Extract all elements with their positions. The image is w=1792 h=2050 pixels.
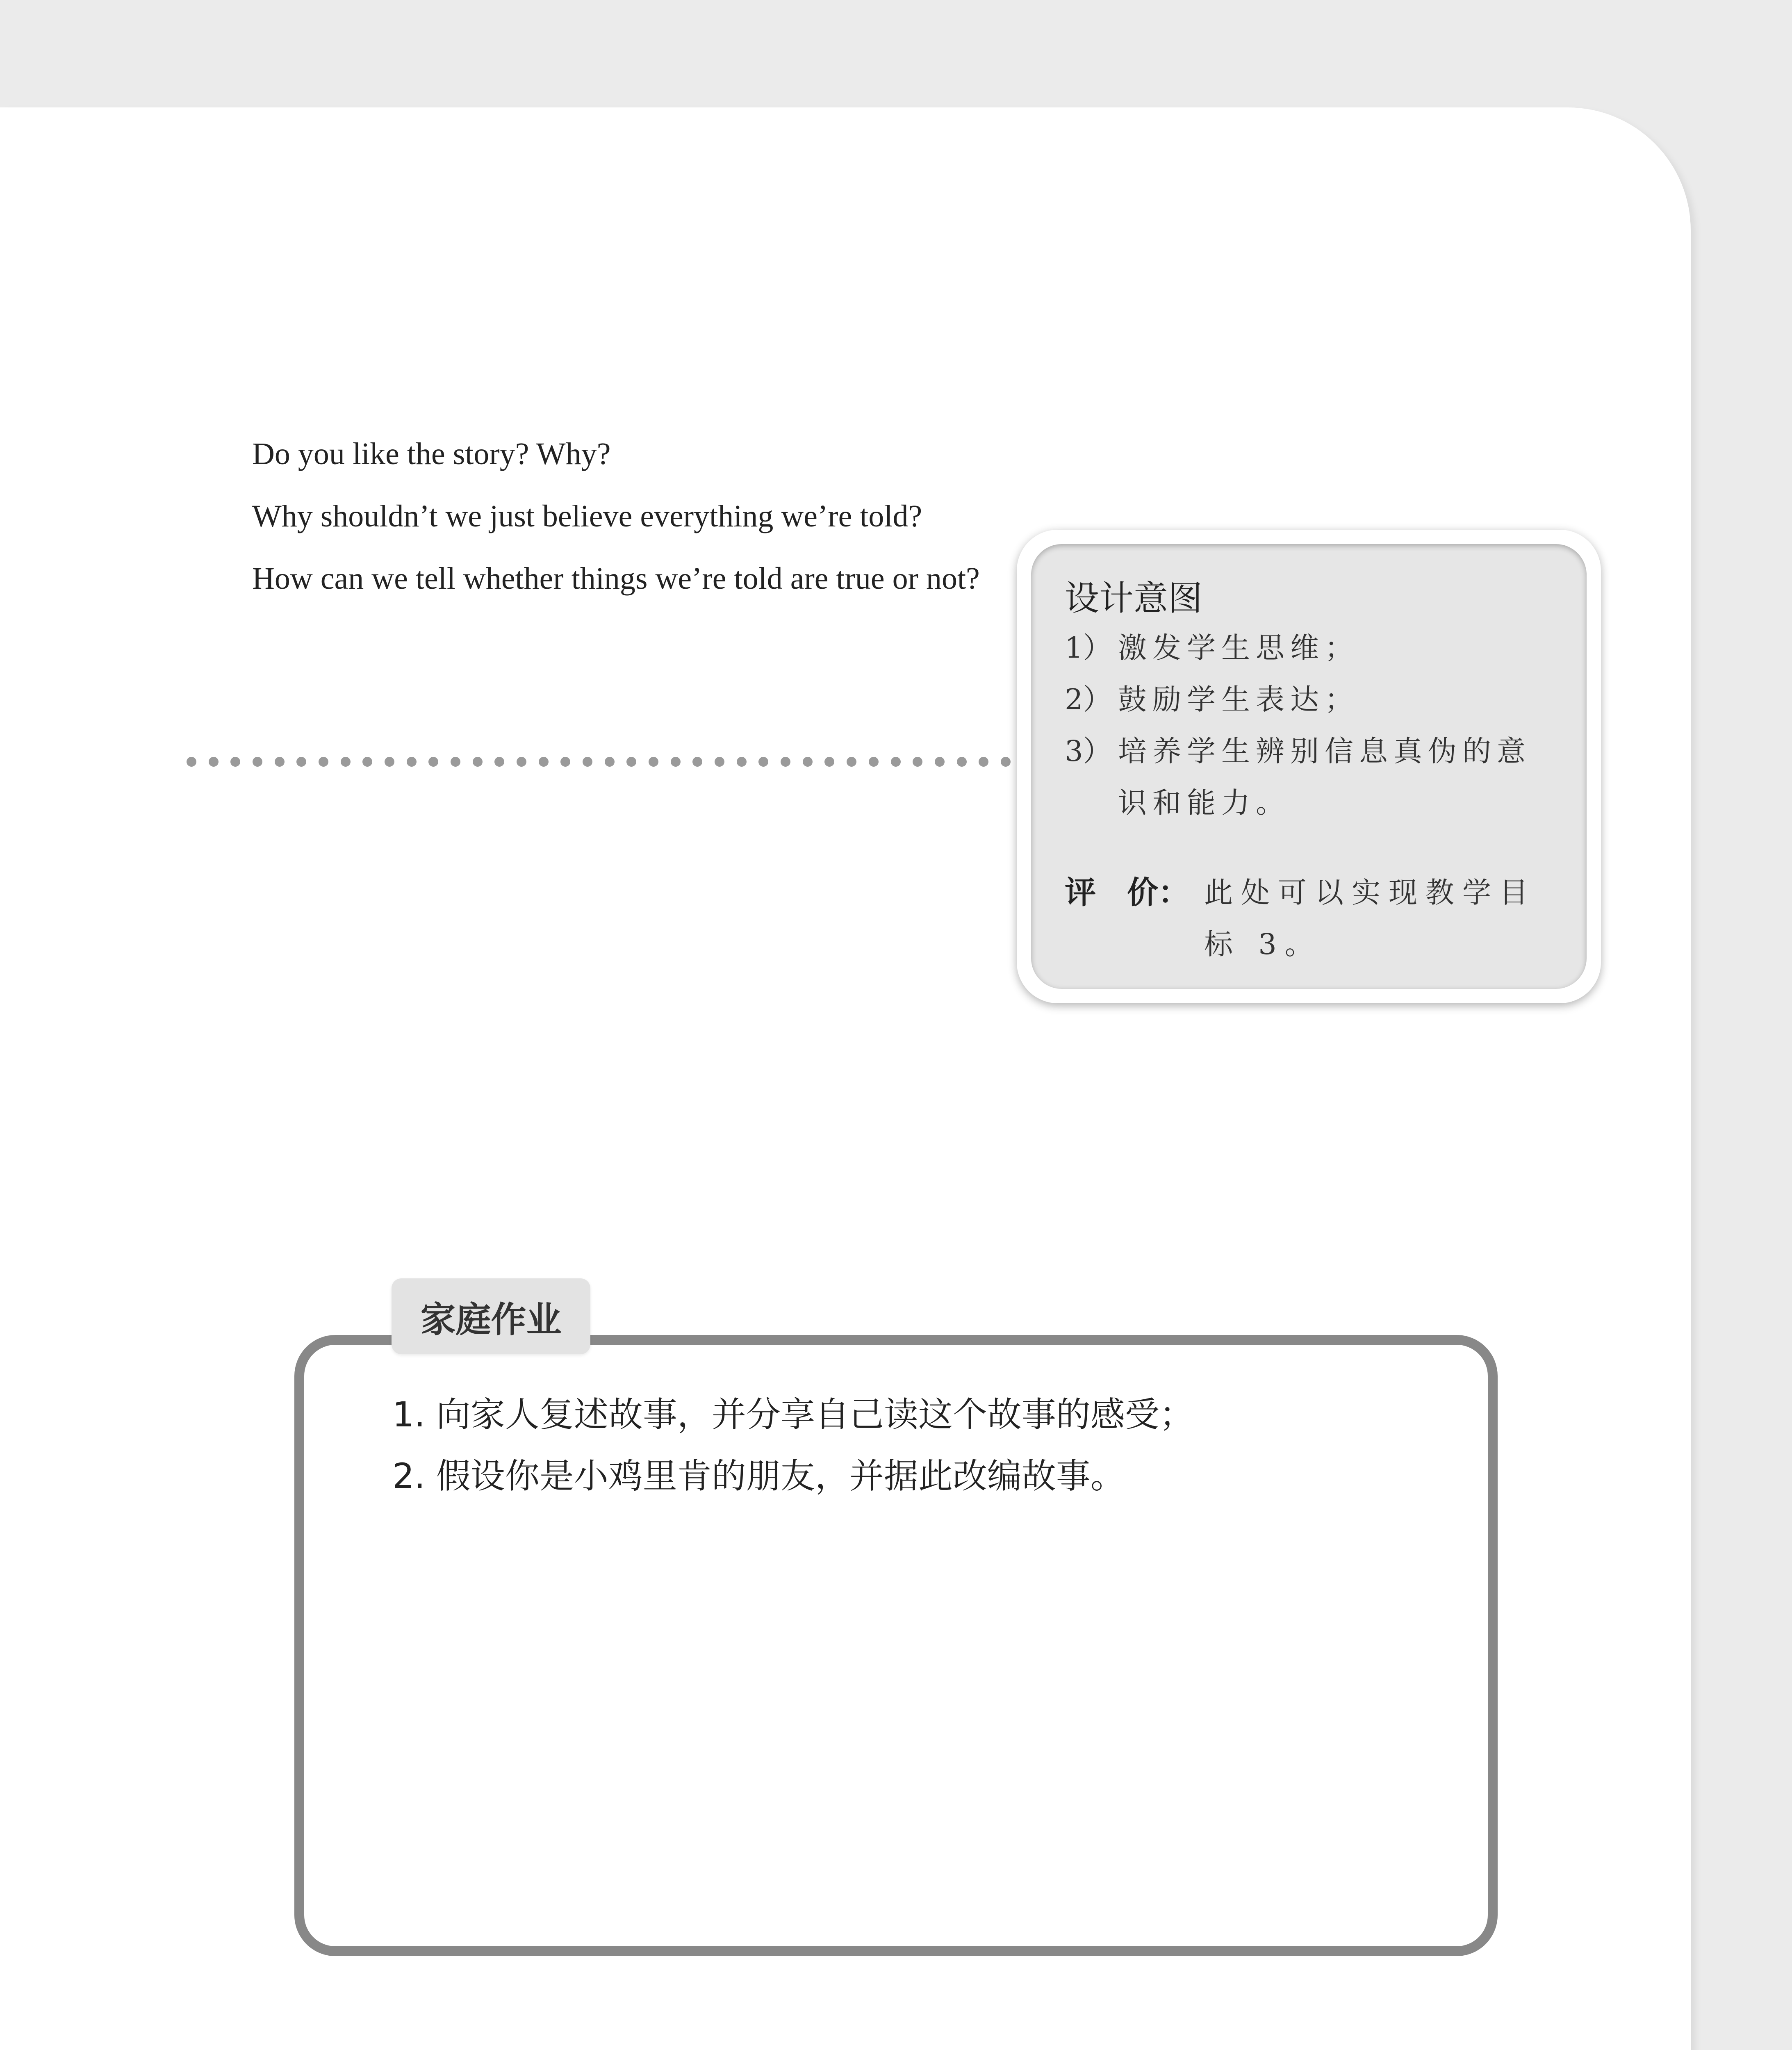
design-intent-item [1065, 622, 1565, 674]
design-intent-box [1017, 530, 1601, 1003]
homework-item: 2. 假设你是小鸡里肯的朋友，并据此改编故事。 [392, 1456, 1125, 1496]
question-line: How can we tell whether things we’re told are true or not? [252, 561, 980, 596]
question-line: Why shouldn’t we just believe everything we’re told? [252, 499, 922, 533]
design-intent-item [1065, 674, 1565, 725]
design-intent-list [1065, 622, 1565, 829]
dotted-divider [187, 754, 1011, 770]
item-text: 激发学生思维； [1118, 631, 1359, 665]
design-intent-item [1065, 725, 1565, 829]
homework-list [392, 1384, 1194, 1507]
homework-item: 1. 向家人复述故事，并分享自己读这个故事的感受； [392, 1394, 1194, 1435]
evaluation-label: 评 价： [1065, 874, 1189, 911]
evaluation-text: 此处可以实现教学目标 3。 [1204, 876, 1536, 961]
homework-box [294, 1335, 1498, 1956]
evaluation-row [1065, 867, 1565, 970]
item-number: 1） [1065, 631, 1112, 665]
item-number: 2） [1065, 683, 1112, 716]
discussion-questions [252, 431, 980, 618]
item-text: 鼓励学生表达； [1118, 683, 1359, 716]
item-number: 3） [1065, 734, 1112, 768]
item-text: 培养学生辨别信息真伪的意识和能力。 [1118, 734, 1531, 820]
question-line: Do you like the story? Why? [252, 437, 611, 471]
homework-title-tab: 家庭作业 [392, 1278, 590, 1354]
design-intent-title: 设计意图 [1065, 578, 1203, 618]
